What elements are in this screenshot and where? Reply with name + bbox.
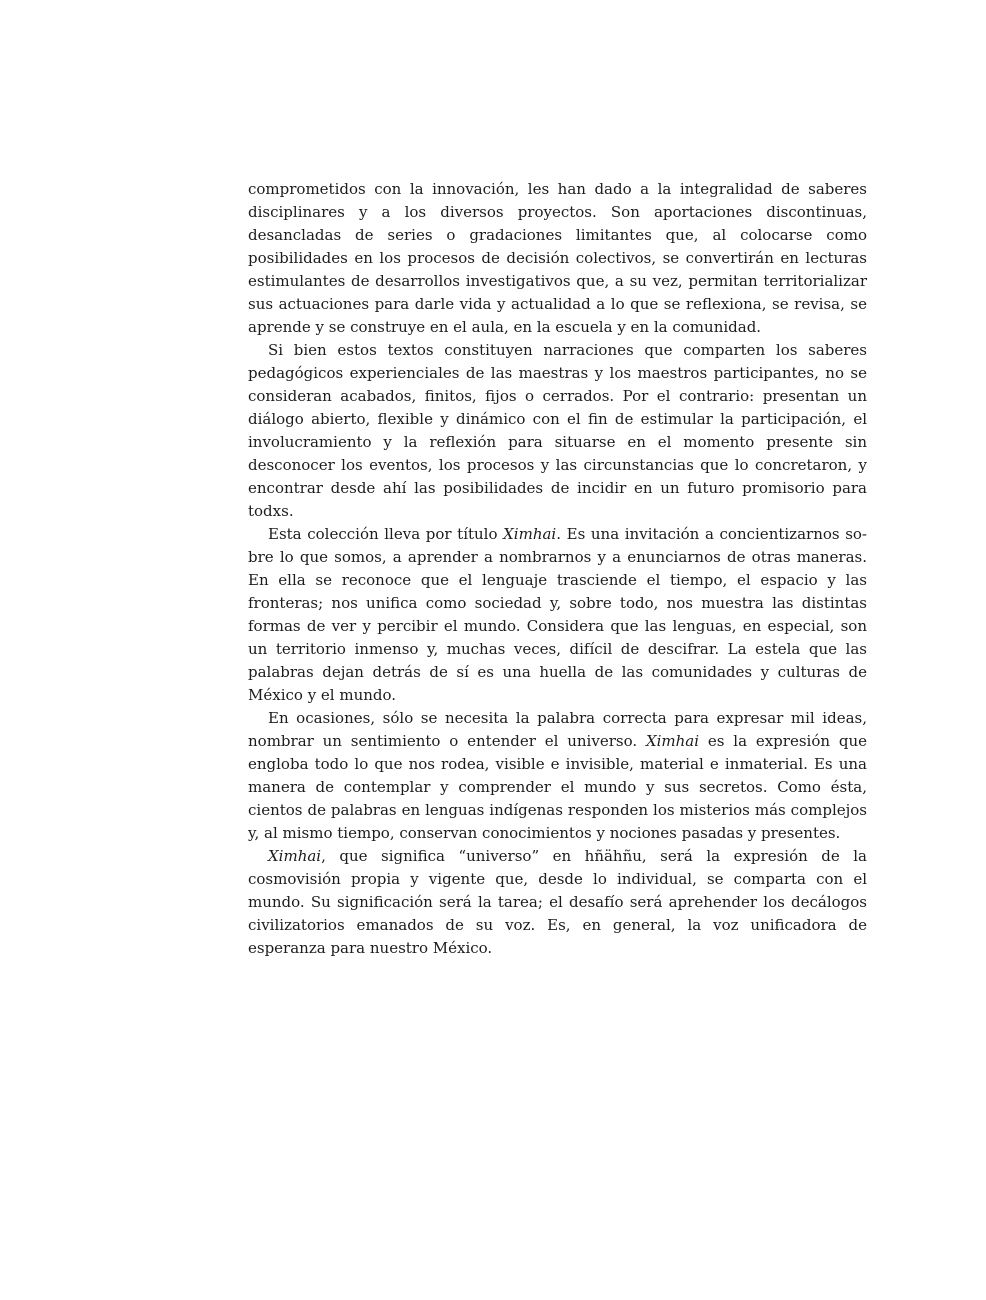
paragraph [248,845,867,960]
paragraph [248,339,867,523]
paragraph-text: es la expresión que engloba todo lo que nos rodea, visible e invisible, material e inmaterial. Es una manera de contemplar y comprender el mundo y sus secretos. Como ésta, cientos de palabras en lenguas indígenas responden los misterios más complejos y, al mismo tiempo, conservan conocimientos y nociones pasadas y presentes. [248,732,867,842]
paragraph-text: comprometidos con la innovación, les han dado a la integralidad de saberes disciplinares y a los diversos proyectos. Son aportaciones discontinuas, desancladas de series o gradaciones limitantes que, al colocarse como posibilidades en los procesos de decisión colectivos, se convertirán en lecturas estimulantes de desarrollos investigativos que, a su vez, permitan territorializar sus actuaciones para darle vida y actualidad a lo que se reflexiona, se revisa, se aprende y se construye en el aula, en la escuela y en la comunidad. [248,180,867,336]
paragraph-text: Esta colección lleva por título [268,525,504,543]
paragraph-text: Si bien estos textos constituyen narraciones que comparten los saberes pedagógicos experienciales de las maestras y los maestros participantes, no se consideran acabados, finitos, fijos o cerrados. Por el contrario: presentan un diálogo abierto, flexible y dinámico con el fin de estimular la participación, el involucramiento y la reflexión para situarse en el momento presente sin desconocer los eventos, los procesos y las circunstancias que lo concretaron, y encontrar desde ahí las posibilidades de incidir en un futuro promisorio para todxs. [248,341,867,520]
paragraph [248,523,867,707]
document-page [248,178,867,960]
collection-title: Ximhai [268,847,322,865]
paragraph-continued [248,178,867,339]
paragraph-text: . Es una invitación a concientizarnos sobre lo que somos, a aprender a nombrarnos y a enunciarnos de otras maneras. En ella se reconoce que el lenguaje trasciende el tiempo, el espacio y las fronteras; nos unifica como sociedad y, sobre todo, nos muestra las distintas formas de ver y percibir el mundo. Considera que las lenguas, en especial, son un territorio inmenso y, muchas veces, difícil de descifrar. La estela que las palabras dejan detrás de sí es una huella de las comunidades y culturas de México y el mundo. [248,525,867,704]
paragraph-text: , que significa “universo” en hñähñu, será la expresión de la cosmovisión propia y vigente que, desde lo individual, se comparta con el mundo. Su significación será la tarea; el desafío será aprehender los decálogos civilizatorios emanados de su voz. Es, en general, la voz unificadora de esperanza para nuestro México. [248,847,867,957]
paragraph [248,707,867,845]
paragraph-text: En ocasiones, sólo se necesita la palabra correcta para expresar mil ideas, nombrar un sentimiento o entender el universo. [248,709,867,750]
collection-title: Ximhai [503,525,557,543]
collection-title: Ximhai [645,732,700,750]
